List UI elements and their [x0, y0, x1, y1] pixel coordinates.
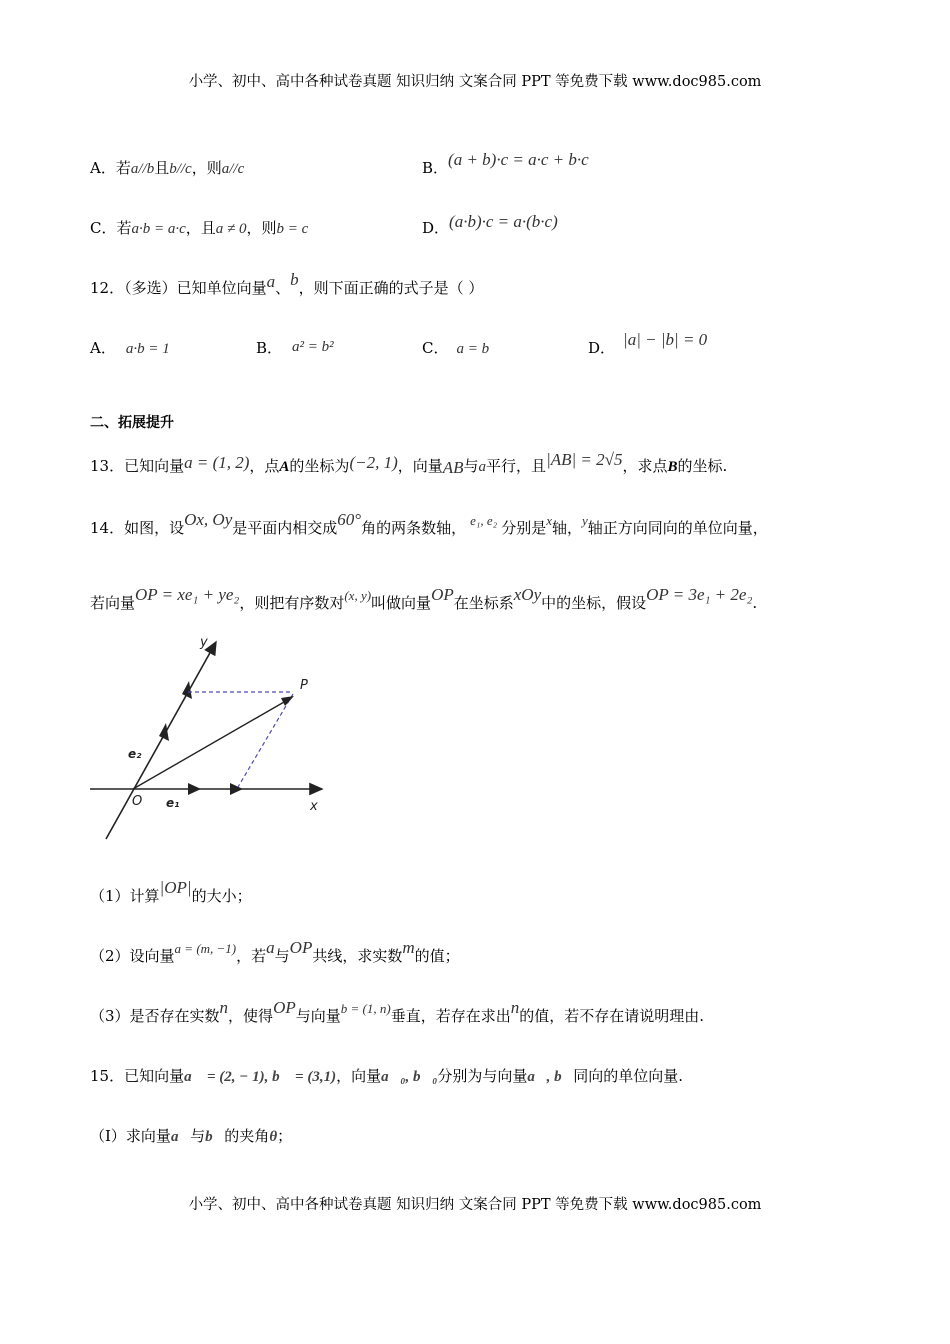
text: 分别是 [501, 519, 547, 537]
text: 的坐标为 [289, 457, 350, 475]
math: a² = b² [292, 339, 334, 355]
text: 的夹角 [224, 1127, 270, 1145]
option-label: B． [422, 159, 449, 177]
text: 轴正方向同向的单位向量， [587, 519, 768, 537]
text: 平行，且 [486, 457, 547, 475]
q12-option-b [256, 338, 334, 359]
option-label: C． [422, 339, 449, 357]
dashed-edge-right [238, 694, 293, 787]
y-label: y [200, 635, 208, 650]
math: a ≠ 0 [215, 221, 247, 237]
math: m [402, 938, 415, 957]
text: ，则把有序数对 [239, 594, 345, 612]
math: a//c [221, 161, 245, 177]
q14-line-2 [90, 585, 758, 614]
page-header: 小学、初中、高中各种试卷真题 知识归纳 文案合同 PPT 等免费下载 www.doc985.com [188, 74, 762, 90]
q15-stem [90, 1066, 683, 1087]
text: 若 [116, 219, 132, 237]
text: 的坐标. [677, 457, 728, 475]
math: OP [289, 938, 313, 957]
text: ，则下面正确的式子是（ ） [298, 279, 484, 297]
text: 的值，若不存在请说明理由. [519, 1007, 704, 1025]
text: 的大小； [191, 887, 252, 905]
text: （1）计算 [90, 887, 160, 905]
text: ； [277, 1127, 293, 1145]
op-vector [133, 698, 291, 789]
math: (x, y) [344, 588, 372, 603]
q15-sub-1 [90, 1126, 292, 1147]
point-label: A [279, 459, 290, 475]
math: e₁, e₂ [470, 513, 498, 528]
option-label: D． [588, 339, 616, 357]
q14-sub-2 [90, 938, 460, 967]
text: 分别为与向量 [437, 1067, 528, 1085]
text: 同向的单位向量. [573, 1067, 684, 1085]
text: （3）是否存在实数 [90, 1007, 220, 1025]
text: 共线，求实数 [312, 947, 403, 965]
text: 、 [275, 279, 291, 297]
text: 与 [190, 1127, 206, 1145]
q14-line-1 [90, 510, 768, 539]
option-label: C． [90, 219, 117, 237]
math: |OP| [159, 878, 192, 897]
math: a = (1, 2) [184, 453, 250, 472]
op-arrowhead [281, 696, 294, 706]
text: ，则 [246, 219, 277, 237]
math: b⃗ [205, 1129, 225, 1145]
text: 角的两条数轴， [361, 519, 467, 537]
math: |a| − |b| = 0 [623, 330, 708, 349]
text: 是平面内相交成 [232, 519, 338, 537]
text: ，使得 [228, 1007, 274, 1025]
text: 中的坐标，假设 [541, 594, 647, 612]
text: 垂直，若存在求出 [390, 1007, 511, 1025]
e1-arrow-1 [188, 783, 201, 795]
q11-option-a [90, 158, 244, 179]
q11-option-d [422, 212, 558, 238]
math: 60° [337, 510, 362, 529]
math: a [478, 459, 487, 475]
math: a⃗₀, b⃗₀ [381, 1069, 438, 1085]
math: y [582, 513, 588, 528]
text: 若 [115, 159, 131, 177]
math: OP [431, 585, 454, 604]
math: a·b = 1 [125, 341, 170, 357]
q11-option-c [90, 218, 308, 239]
math: Ox, Oy [184, 510, 233, 529]
text: 15．已知向量 [90, 1067, 185, 1085]
e2-arrow-1 [159, 723, 169, 741]
math: a = b [456, 341, 490, 357]
text: . [752, 594, 758, 612]
text: ，求点 [622, 457, 668, 475]
q14-sub-1 [90, 878, 252, 906]
math: (−2, 1) [349, 453, 398, 472]
math: θ [269, 1129, 278, 1145]
math: b [290, 270, 299, 289]
math: a//b [130, 161, 155, 177]
text: ，则 [191, 159, 222, 177]
e1-arrow-2 [230, 783, 243, 795]
math: (a·b)·c = a·(b·c) [449, 212, 558, 231]
math: a [266, 938, 275, 957]
text: （2）设向量 [90, 947, 175, 965]
point-label: B [667, 459, 678, 475]
math: a·b = a·c [131, 221, 186, 237]
text: 且 [154, 159, 170, 177]
math: a [266, 272, 276, 291]
math: OP [273, 998, 296, 1017]
text: ，若 [236, 947, 267, 965]
text: 13．已知向量 [90, 457, 185, 475]
text: ，且 [185, 219, 216, 237]
text: 的值； [414, 947, 460, 965]
option-label: A． [90, 159, 116, 177]
text: 若向量 [90, 594, 136, 612]
text: 叫做向量 [371, 594, 432, 612]
option-label: D． [422, 219, 450, 237]
o-label: O [132, 794, 143, 809]
x-label: x [310, 799, 318, 814]
math: a⃗ = (2, − 1), b⃗ = (3,1) [184, 1069, 337, 1085]
q11-option-b [422, 150, 589, 178]
math: |AB| = 2√5 [546, 450, 623, 469]
option-label: B． [256, 339, 283, 357]
text: （Ⅰ）求向量 [90, 1127, 171, 1145]
math: n [510, 998, 520, 1017]
e1-label: e₁ [166, 796, 180, 810]
math: OP = xe₁ + ye₂ [135, 585, 240, 604]
section-heading: 二、拓展提升 [90, 415, 174, 431]
math: a = (m, −1) [174, 941, 237, 956]
math: a⃗ [170, 1129, 191, 1145]
math: a⃗, b⃗ [527, 1069, 574, 1085]
p-label: P [300, 678, 308, 693]
text: 与 [463, 457, 479, 475]
math: b//c [169, 161, 192, 177]
option-label: A． [90, 339, 116, 357]
text: 在坐标系 [453, 594, 514, 612]
text: 轴， [551, 519, 582, 537]
text: 与向量 [295, 1007, 341, 1025]
text: 与 [274, 947, 290, 965]
math: OP = 3e₁ + 2e₂ [646, 585, 753, 604]
q12-option-c [422, 338, 489, 359]
math: AB [442, 458, 464, 477]
text: ，点 [249, 457, 280, 475]
text: 12．（多选）已知单位向量 [90, 279, 267, 297]
math: (a + b)·c = a·c + b·c [448, 150, 589, 169]
math: xOy [513, 585, 542, 604]
q14-sub-3 [90, 998, 704, 1027]
q12-option-d [588, 330, 708, 358]
math: b = (1, n) [340, 1001, 391, 1016]
text: 14．如图，设 [90, 519, 185, 537]
oblique-coordinate-figure [88, 632, 338, 844]
e2-arrow-2 [182, 681, 192, 699]
page-footer: 小学、初中、高中各种试卷真题 知识归纳 文案合同 PPT 等免费下载 www.doc985.com [188, 1197, 762, 1213]
math: x [546, 513, 552, 528]
e2-label: e₂ [128, 747, 142, 761]
q13-stem [90, 450, 728, 477]
y-axis [106, 642, 216, 839]
q12-stem [90, 270, 484, 298]
math: n [219, 998, 229, 1017]
text: ，向量 [397, 457, 443, 475]
math: b = c [276, 221, 309, 237]
text: ，向量 [336, 1067, 382, 1085]
q12-option-a [90, 338, 170, 359]
